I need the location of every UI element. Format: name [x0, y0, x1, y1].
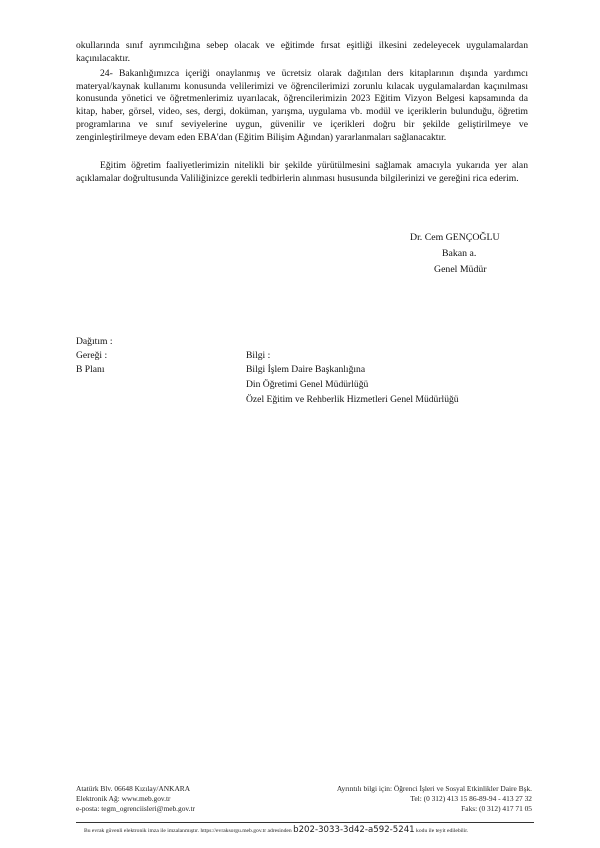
gereg-item: B Planı	[76, 364, 105, 375]
footer-address: Atatürk Blv. 06648 Kızılay/ANKARA	[76, 784, 191, 793]
verify-suffix: kodu ile teyit edilebilir.	[416, 828, 469, 834]
verify-prefix: Bu evrak güvenli elektronik imza ile imzalanmıştır. https://evraksorgu.meb.gov.tr adresinden	[84, 828, 292, 834]
footer-tel: Tel: (0 312) 413 15 86-89-94 - 413 27 32	[410, 794, 532, 804]
body-paragraph-closing	[76, 160, 528, 185]
body-paragraph-continuation: okullarında sınıf ayrımcılığına sebep olacak ve eğitimde fırsat eşitliği ilkesini zedeleyecek uygulamalardan kaçınılacaktır.	[76, 40, 528, 64]
footer-web-link[interactable]: Elektronik Ağ: www.meb.gov.tr	[76, 794, 171, 804]
signatory-name: Dr. Cem GENÇOĞLU	[410, 232, 500, 243]
footer-divider	[76, 822, 534, 823]
distribution-header: Dağıtım :	[76, 336, 113, 347]
bilgi-label: Bilgi :	[246, 350, 271, 361]
body-paragraph-item-24	[76, 68, 528, 144]
bilgi-item: Din Öğretimi Genel Müdürlüğü	[246, 379, 369, 390]
bilgi-item: Özel Eğitim ve Rehberlik Hizmetleri Genel Müdürlüğü	[246, 394, 459, 405]
gereg-label: Gereği :	[76, 350, 108, 361]
signatory-title-2: Genel Müdür	[434, 264, 487, 275]
footer-email-link[interactable]: e-posta: tegm_ogrenciisleri@meb.gov.tr	[76, 804, 196, 814]
bilgi-item: Bilgi İşlem Daire Başkanlığına	[246, 364, 366, 375]
footer-fax: Faks: (0 312) 417 71 05	[461, 804, 532, 814]
item-24-text: 24- Bakanlığımızca içeriği onaylanmış ve ücretsiz olarak dağıtılan ders kitaplarının dışında yardımcı materyal/kaynak kullanımı konusunda velilerimizi ve öğrencilerimizi zorunlu kılacak uygulamalardan kaçınılması konusunda yönetici ve öğretmenlerimiz uyarılacak, öğrencilerimizin 2023 Eğitim Vizyon Belgesi kapsamında da kitap, haber, görsel, video, ses, dergi, doküman, yarışma, uygulama vb. modül ve içeriklerin bulunduğu, öğretim programlarına ve sınıf seviyelerine uygun, güvenilir ve içerikleri doğru bir şekilde geliştirilmeye ve zenginleştirilmeye devam eden EBA'dan (Eğitim Bilişim Ağından) yararlanmaları sağlanacaktır.	[76, 68, 528, 143]
verify-code: b202-3033-3d42-a592-5241	[293, 825, 415, 835]
e-signature-verification	[84, 825, 468, 835]
closing-text: Eğitim öğretim faaliyetlerimizin nitelikli bir şekilde yürütülmesini sağlamak amacıyla yukarıda yer alan açıklamalar doğrultusunda Valiliğinizce gerekli tedbirlerin alınması hususunda bilgilerinizi ve gereğini rica ederim.	[76, 160, 528, 184]
footer-info: Ayrıntılı bilgi için: Öğrenci İşleri ve Sosyal Etkinlikler Daire Bşk.	[336, 784, 532, 793]
signatory-title-1: Bakan a.	[442, 248, 477, 259]
footer-contact	[76, 784, 532, 815]
